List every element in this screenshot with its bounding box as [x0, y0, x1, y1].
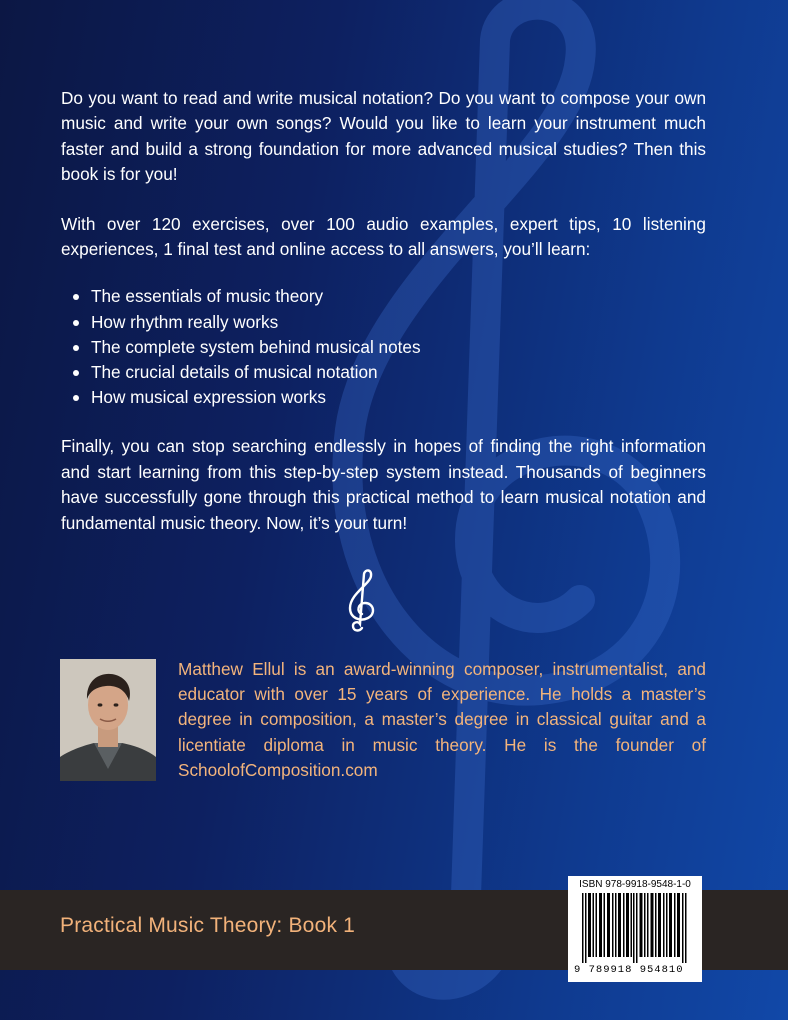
- features-paragraph: With over 120 exercises, over 100 audio examples, expert tips, 10 listening experiences, 1 final test and online access to all answers, you’ll learn:: [61, 213, 706, 260]
- ean-digits: 9 789918 954810: [574, 964, 684, 976]
- barcode-bars: [582, 893, 688, 963]
- list-item: The complete system behind musical notes: [61, 335, 706, 360]
- closing-paragraph: Finally, you can stop searching endlessly in hopes of finding the right information and start learning from this step-by-step system instead. Thousands of beginners have successfully gone through this practical method to learn musical notation and fundamental music theory. Now, it’s your turn!: [61, 436, 706, 533]
- isbn-barcode: [568, 876, 702, 982]
- isbn-label: ISBN 978-9918-9548-1-0: [579, 879, 691, 890]
- author-photo: [60, 659, 156, 781]
- author-bio: Matthew Ellul is an award-winning composer, instrumentalist, and educator with over 15 years of experience. He holds a master’s degree in composition, a master’s degree in classical guitar and a licentiate diploma in music theory. He is the founder of SchoolofComposition.com: [178, 659, 706, 780]
- list-item: The crucial details of musical notation: [61, 360, 706, 385]
- book-title: Practical Music Theory: Book 1: [60, 914, 356, 937]
- treble-clef-icon: [342, 568, 380, 634]
- list-item: How rhythm really works: [61, 310, 706, 335]
- list-item: The essentials of music theory: [61, 284, 706, 309]
- intro-text-block: [61, 86, 706, 536]
- intro-paragraph: Do you want to read and write musical notation? Do you want to compose your own music and write your own songs? Would you like to learn your instrument much faster and build a strong foundation for more advanced musical studies? Then this book is for you!: [61, 88, 706, 185]
- learning-list: [61, 284, 706, 410]
- list-item: How musical expression works: [61, 385, 706, 410]
